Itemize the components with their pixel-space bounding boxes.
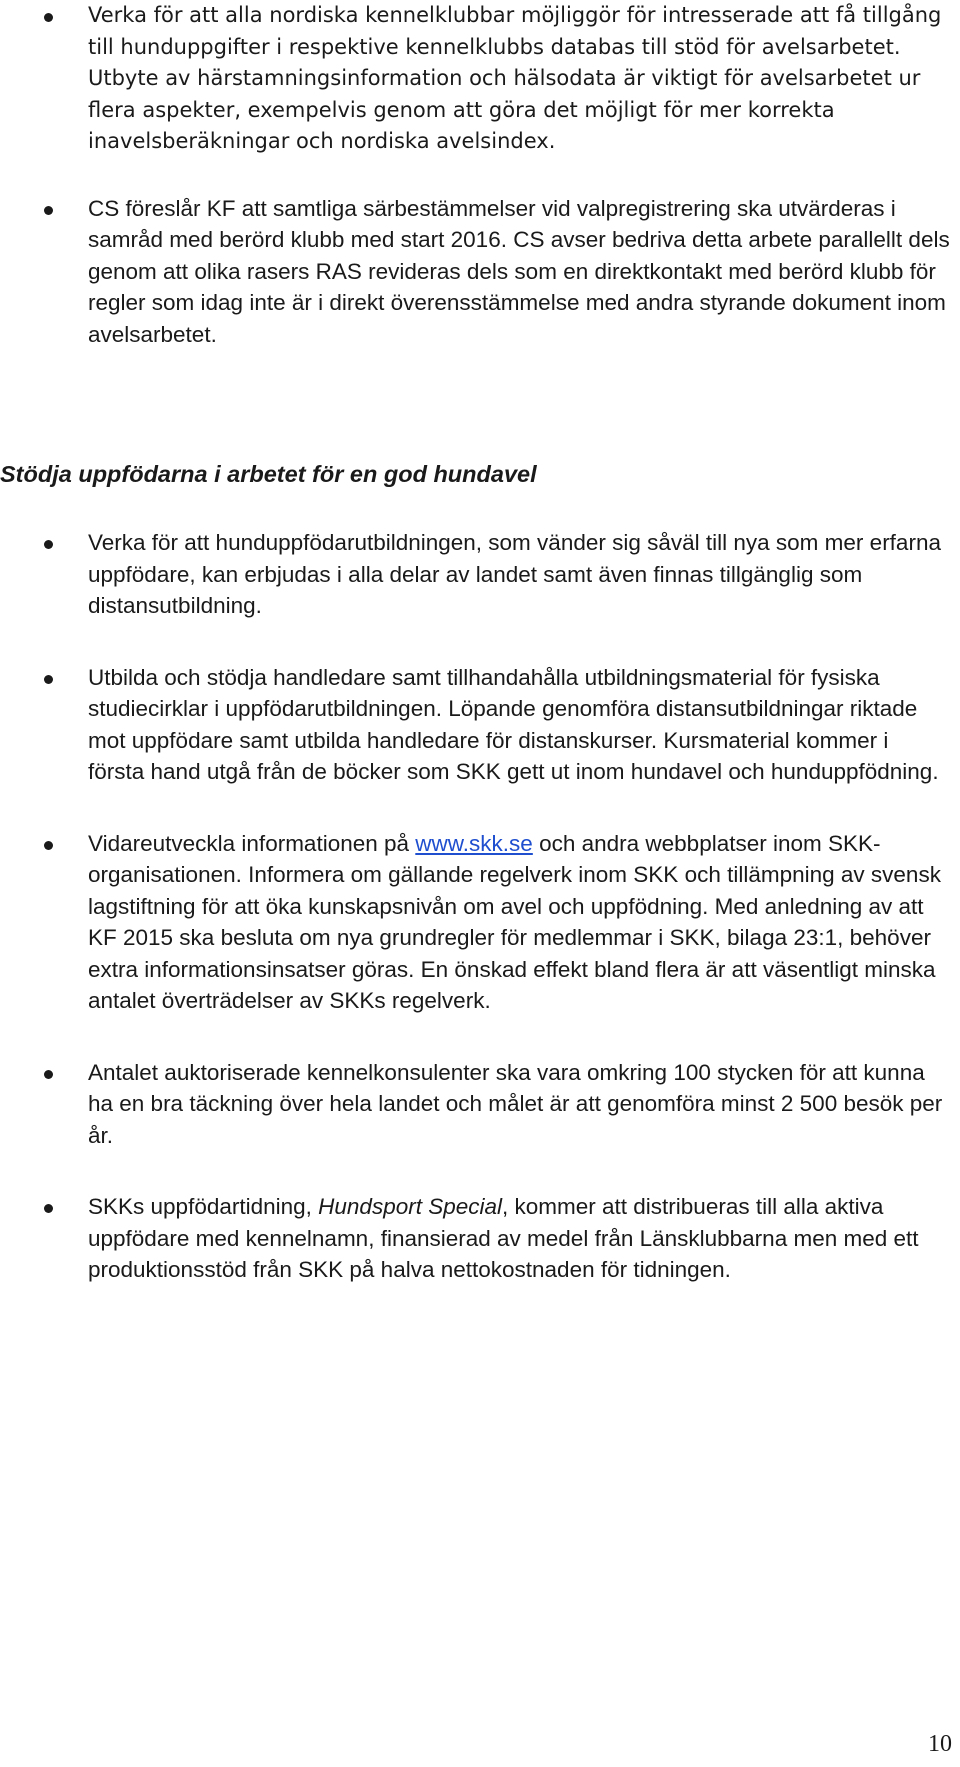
section-heading: Stödja uppfödarna i arbetet för en god hundavel xyxy=(0,461,537,487)
bullet-list-2 xyxy=(0,527,960,1286)
list-item xyxy=(0,828,960,1017)
bullet-list-1 xyxy=(0,0,960,350)
list-item-text: Verka för att hunduppfödarutbildningen, som vänder sig såväl till nya som mer erfarna uppfödare, kan erbjudas i alla delar av landet samt även finnas tillgänglig som distansutbildning. xyxy=(88,530,941,618)
page-number: 10 xyxy=(928,1731,952,1757)
list-item-text: SKKs uppfödartidning, xyxy=(88,1194,319,1219)
bullet-icon xyxy=(44,1204,53,1213)
bullet-icon xyxy=(44,13,53,22)
list-item-text: Verka för att alla nordiska kennelklubbar möjliggör för intresserade att få tillgång till hunduppgifter i respektive kennelklubbs databas till stöd för avelsarbetet. Utbyte av härstamningsinformation och hälsodata är viktigt för avelsarbetet ur flera aspekter, exempelvis genom att göra det möjligt för mer korrekta inavelsberäkningar och nordiska avelsindex. xyxy=(88,3,942,153)
list-item-text: , kommer att distribueras till alla aktiva uppfödare med kennelnamn, finansierad av medel från Länsklubbarna men med ett produktionsstöd från SKK på halva nettokostnaden för tidningen. xyxy=(88,1194,919,1282)
skk-website-link[interactable]: www.skk.se xyxy=(415,830,533,856)
list-item xyxy=(0,1057,960,1152)
bullet-icon xyxy=(44,675,53,684)
publication-title: Hundsport Special xyxy=(318,1194,503,1219)
list-item-text: och andra webbplatser inom SKK-organisationen. Informera om gällande regelverk inom SKK och tillämpning av svensk lagstiftning för att öka kunskapsnivån om avel och uppfödning. Med anledning av att KF 2015 ska besluta om nya grundregler för medlemmar i SKK, bilaga 23:1, behöver extra informationsinsatser göras. En önskad effekt bland flera är att väsentligt minska antalet överträdelser av SKKs regelverk. xyxy=(88,830,941,1013)
list-item xyxy=(0,1191,960,1286)
bullet-icon xyxy=(44,540,53,549)
list-item-text: Antalet auktoriserade kennelkonsulenter ska vara omkring 100 stycken för att kunna ha en bra täckning över hela landet och målet är att genomföra minst 2 500 besök per år. xyxy=(88,1059,943,1148)
list-item-text: CS föreslår KF att samtliga särbestämmelser vid valpregistrering ska utvärderas i samråd med berörd klubb med start 2016. CS avser bedriva detta arbete parallellt dels genom att olika rasers RAS revideras dels som en direktkontakt med berörd klubb för regler som idag inte är i direkt överensstämmelse med andra styrande dokument inom avelsarbetet. xyxy=(88,195,950,347)
bullet-icon xyxy=(44,206,53,215)
list-item xyxy=(0,0,960,158)
list-item xyxy=(0,662,960,788)
list-item xyxy=(0,527,960,622)
list-item-text: Vidareutveckla informationen på xyxy=(88,830,416,856)
list-item xyxy=(0,193,960,351)
bullet-icon xyxy=(44,1070,53,1079)
list-item-text: Utbilda och stödja handledare samt tillhandahålla utbildningsmaterial för fysiska studiecirklar i uppfödarutbildningen. Löpande genomföra distansutbildningar riktade mot uppfödare samt utbilda handledare för distanskurser. Kursmaterial kommer i första hand utgå från de böcker som SKK gett ut inom hundavel och hunduppfödning. xyxy=(88,664,939,784)
bullet-icon xyxy=(44,841,53,850)
